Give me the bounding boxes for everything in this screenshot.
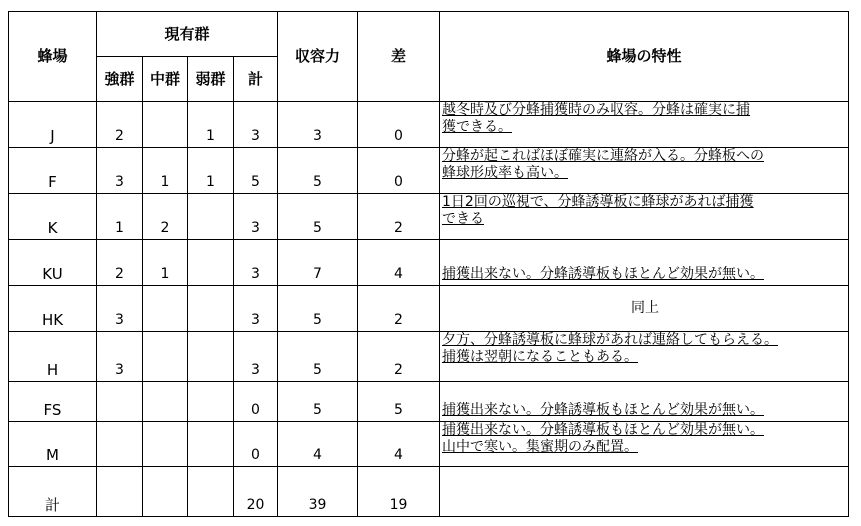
header-strong: 強群 [97, 57, 143, 102]
characteristics-line: 獲できる。 [442, 119, 513, 135]
table-row [9, 240, 849, 286]
apiary-table [8, 11, 849, 517]
row-medium [143, 102, 188, 148]
row-diff: 5 [358, 382, 440, 422]
row-medium: 2 [143, 194, 188, 240]
characteristics-line: 捕獲出来ない。分蜂誘導板もほとんど効果が無い。 [442, 422, 765, 438]
row-characteristics [440, 102, 849, 148]
row-characteristics [440, 467, 849, 517]
header-medium: 中群 [143, 57, 188, 102]
header-capacity: 収容力 [278, 12, 358, 102]
row-strong [97, 467, 143, 517]
row-total: 3 [234, 286, 278, 332]
characteristics-line: 山中で寒い。集蜜期のみ配置。 [442, 439, 639, 455]
row-weak [188, 422, 234, 467]
row-medium [143, 467, 188, 517]
row-apiary-name: K [9, 194, 97, 240]
row-apiary-name: F [9, 148, 97, 194]
characteristics-line: 捕獲出来ない。分蜂誘導板もほとんど効果が無い。 [442, 266, 765, 282]
row-strong: 3 [97, 286, 143, 332]
table-row [9, 422, 849, 467]
row-diff: 2 [358, 286, 440, 332]
row-apiary-name: M [9, 422, 97, 467]
row-characteristics [440, 240, 849, 286]
row-capacity: 5 [278, 332, 358, 382]
row-diff: 4 [358, 240, 440, 286]
row-weak [188, 382, 234, 422]
row-diff: 2 [358, 332, 440, 382]
row-weak [188, 332, 234, 382]
header-diff: 差 [358, 12, 440, 102]
row-apiary-name: 計 [9, 467, 97, 517]
table-row [9, 102, 849, 148]
row-medium [143, 332, 188, 382]
row-characteristics [440, 194, 849, 240]
characteristics-line: 蜂球形成率も高い。 [442, 165, 569, 181]
row-total: 3 [234, 240, 278, 286]
row-total: 3 [234, 194, 278, 240]
row-apiary-name: J [9, 102, 97, 148]
row-weak [188, 240, 234, 286]
characteristics-line: 越冬時及び分蜂捕獲時のみ収容。分蜂は確実に捕 [442, 102, 751, 118]
table-row [9, 286, 849, 332]
row-capacity: 5 [278, 286, 358, 332]
table-row [9, 194, 849, 240]
row-apiary-name: HK [9, 286, 97, 332]
row-capacity: 5 [278, 194, 358, 240]
row-medium [143, 422, 188, 467]
row-characteristics [440, 286, 849, 332]
row-weak: 1 [188, 148, 234, 194]
row-total: 3 [234, 102, 278, 148]
row-weak [188, 467, 234, 517]
row-total: 3 [234, 332, 278, 382]
row-total: 0 [234, 422, 278, 467]
row-capacity: 4 [278, 422, 358, 467]
row-capacity: 7 [278, 240, 358, 286]
characteristics-line: できる [442, 211, 485, 227]
characteristics-line: 同上 [631, 300, 660, 316]
characteristics-line: 捕獲は翌朝になることもある。 [442, 349, 639, 365]
row-diff: 0 [358, 148, 440, 194]
row-characteristics [440, 382, 849, 422]
row-capacity: 5 [278, 382, 358, 422]
row-characteristics [440, 148, 849, 194]
characteristics-line: 夕方、分蜂誘導板に蜂球があれば連絡してもらえる。 [442, 332, 779, 348]
row-capacity: 3 [278, 102, 358, 148]
table-row [9, 382, 849, 422]
table-body [9, 102, 849, 517]
row-diff: 4 [358, 422, 440, 467]
characteristics-line: 分蜂が起こればほぼ確実に連絡が入る。分蜂板への [442, 148, 765, 164]
header-apiary: 蜂場 [9, 12, 97, 102]
row-strong: 3 [97, 148, 143, 194]
row-characteristics [440, 422, 849, 467]
row-strong: 3 [97, 332, 143, 382]
row-capacity: 39 [278, 467, 358, 517]
row-total: 5 [234, 148, 278, 194]
table-row [9, 467, 849, 517]
row-apiary-name: FS [9, 382, 97, 422]
row-medium [143, 286, 188, 332]
row-diff: 19 [358, 467, 440, 517]
header-weak: 弱群 [188, 57, 234, 102]
row-strong: 2 [97, 102, 143, 148]
row-characteristics [440, 332, 849, 382]
row-diff: 2 [358, 194, 440, 240]
row-weak [188, 286, 234, 332]
row-medium: 1 [143, 148, 188, 194]
row-strong [97, 382, 143, 422]
row-total: 20 [234, 467, 278, 517]
header-total: 計 [234, 57, 278, 102]
table-row [9, 332, 849, 382]
header-characteristics: 蜂場の特性 [440, 12, 849, 102]
characteristics-line: 捕獲出来ない。分蜂誘導板もほとんど効果が無い。 [442, 402, 765, 418]
row-diff: 0 [358, 102, 440, 148]
row-strong: 2 [97, 240, 143, 286]
table-row [9, 148, 849, 194]
row-medium [143, 382, 188, 422]
row-apiary-name: KU [9, 240, 97, 286]
row-weak [188, 194, 234, 240]
row-strong: 1 [97, 194, 143, 240]
row-strong [97, 422, 143, 467]
row-medium: 1 [143, 240, 188, 286]
characteristics-line: 1日2回の巡視で、分蜂誘導板に蜂球があれば捕獲 [442, 194, 754, 210]
row-total: 0 [234, 382, 278, 422]
row-weak: 1 [188, 102, 234, 148]
row-capacity: 5 [278, 148, 358, 194]
row-apiary-name: H [9, 332, 97, 382]
header-existing: 現有群 [97, 12, 278, 57]
